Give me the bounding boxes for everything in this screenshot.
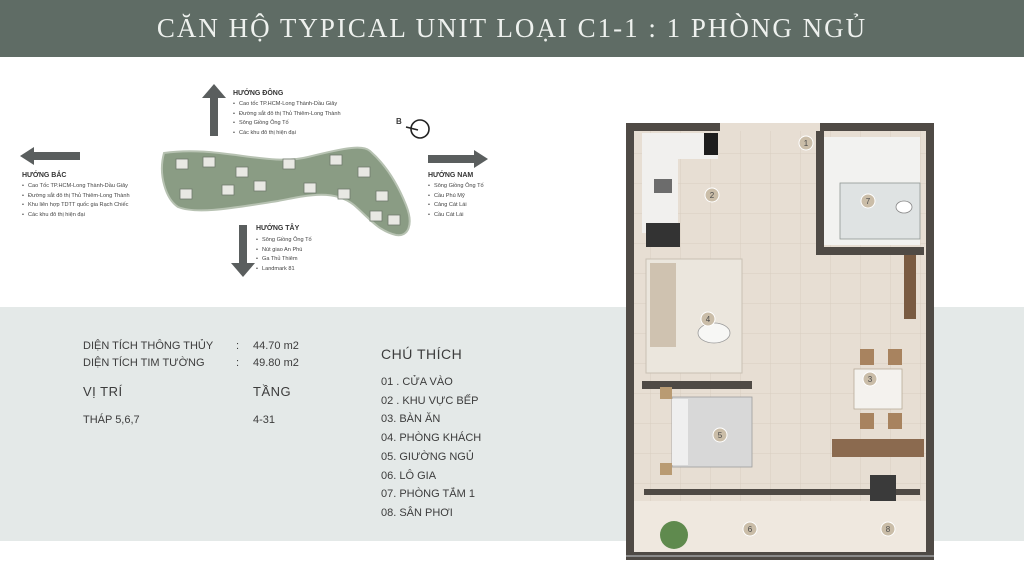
net-area-separator: : (236, 340, 240, 352)
coffee-table (698, 323, 730, 343)
list-item: • Các khu đô thị hiện đại (233, 129, 341, 139)
list-item: • Khu liên hợp TDTT quốc gia Rạch Chiếc (22, 201, 130, 211)
room-number-5: 5 (717, 431, 723, 440)
list-item: • Sông Giồng Ông Tố (233, 119, 341, 129)
compass-icon (404, 117, 432, 141)
direction-north-label: HƯỚNG BẮC (22, 172, 67, 179)
room-number-1: 1 (803, 139, 809, 148)
arrow-east-icon (202, 84, 226, 136)
list-item: • Cao tốc TP.HCM-Long Thành-Dầu Giây (233, 100, 341, 110)
sofa (650, 263, 676, 347)
site-plan-map (158, 145, 420, 240)
direction-west-label: HƯỚNG TÂY (256, 225, 300, 232)
direction-north-list (22, 182, 130, 220)
compass-label: B (396, 117, 402, 126)
list-item: • Ga Thủ Thiêm (256, 255, 312, 265)
legend-item: 02 . KHU VỰC BẾP (381, 394, 479, 407)
net-area-label: DIỆN TÍCH THÔNG THỦY (83, 340, 214, 352)
plant-icon (660, 521, 688, 549)
gross-area-label: DIỆN TÍCH TIM TƯỜNG (83, 357, 205, 369)
legend-item: 08. SÂN PHƠI (381, 506, 453, 519)
list-item: • Các khu đô thị hiện đại (22, 211, 130, 221)
direction-east-label: HƯỚNG ĐÔNG (233, 90, 284, 97)
toilet-icon (896, 201, 912, 213)
room-number-7: 7 (865, 197, 871, 206)
direction-west-list (256, 236, 312, 274)
legend-item: 04. PHÒNG KHÁCH (381, 432, 482, 445)
arrow-north-icon (20, 147, 80, 165)
room-number-3: 3 (867, 375, 873, 384)
list-item: • Nút giao An Phú (256, 246, 312, 256)
list-item: • Đường sắt đô thị Thủ Thiêm-Long Thành (22, 192, 130, 202)
location-value: THÁP 5,6,7 (83, 414, 140, 426)
legend-item: 06. LÔ GIA (381, 469, 437, 482)
room-number-4: 4 (705, 315, 711, 324)
gross-area-value: 49.80 m2 (253, 357, 299, 369)
compass (396, 117, 402, 126)
net-area-value: 44.70 m2 (253, 340, 299, 352)
railing (832, 439, 924, 457)
list-item: • Landmark 81 (256, 265, 312, 275)
gross-area-separator: : (236, 357, 240, 369)
list-item: • Cầu Cát Lái (428, 211, 484, 221)
floor-label: TẦNG (253, 384, 292, 399)
legend-item: 01 . CỬA VÀO (381, 376, 453, 388)
list-item: • Cầu Phú Mỹ (428, 192, 484, 202)
shelf (904, 255, 916, 319)
floor-value: 4-31 (253, 414, 276, 426)
list-item: • Cảng Cát Lái (428, 201, 484, 211)
legend-title: CHÚ THÍCH (381, 346, 463, 362)
arrow-south-icon (428, 150, 488, 168)
direction-east-list (233, 100, 341, 138)
title-banner (0, 0, 1024, 57)
washer-icon (870, 475, 896, 501)
legend-item: 03. BÀN ĂN (381, 413, 441, 426)
direction-south-list (428, 182, 484, 220)
legend-item: 07. PHÒNG TẮM 1 (381, 488, 475, 501)
location-label: VỊ TRÍ (83, 384, 123, 399)
page-title: CĂN HỘ TYPICAL UNIT LOẠI C1-1 : 1 PHÒNG NGỦ (156, 13, 868, 43)
dining-table (854, 369, 902, 409)
sink-icon (654, 179, 672, 193)
tv-unit (646, 223, 680, 247)
room-number-8: 8 (885, 525, 891, 534)
list-item: • Cao Tốc TP.HCM-Long Thành-Dầu Giây (22, 182, 130, 192)
legend-list (381, 373, 481, 523)
list-item: • Đường sắt đô thị Thủ Thiêm-Long Thành (233, 110, 341, 120)
list-item: • Sông Giồng Ông Tố (256, 236, 312, 246)
room-number-2: 2 (709, 191, 715, 200)
legend-item: 05. GIƯỜNG NGỦ (381, 450, 474, 463)
room-number-6: 6 (747, 525, 753, 534)
list-item: • Sông Giồng Ông Tố (428, 182, 484, 192)
fridge (704, 133, 718, 155)
floor-plan (620, 123, 940, 560)
direction-south-label: HƯỚNG NAM (428, 172, 474, 179)
